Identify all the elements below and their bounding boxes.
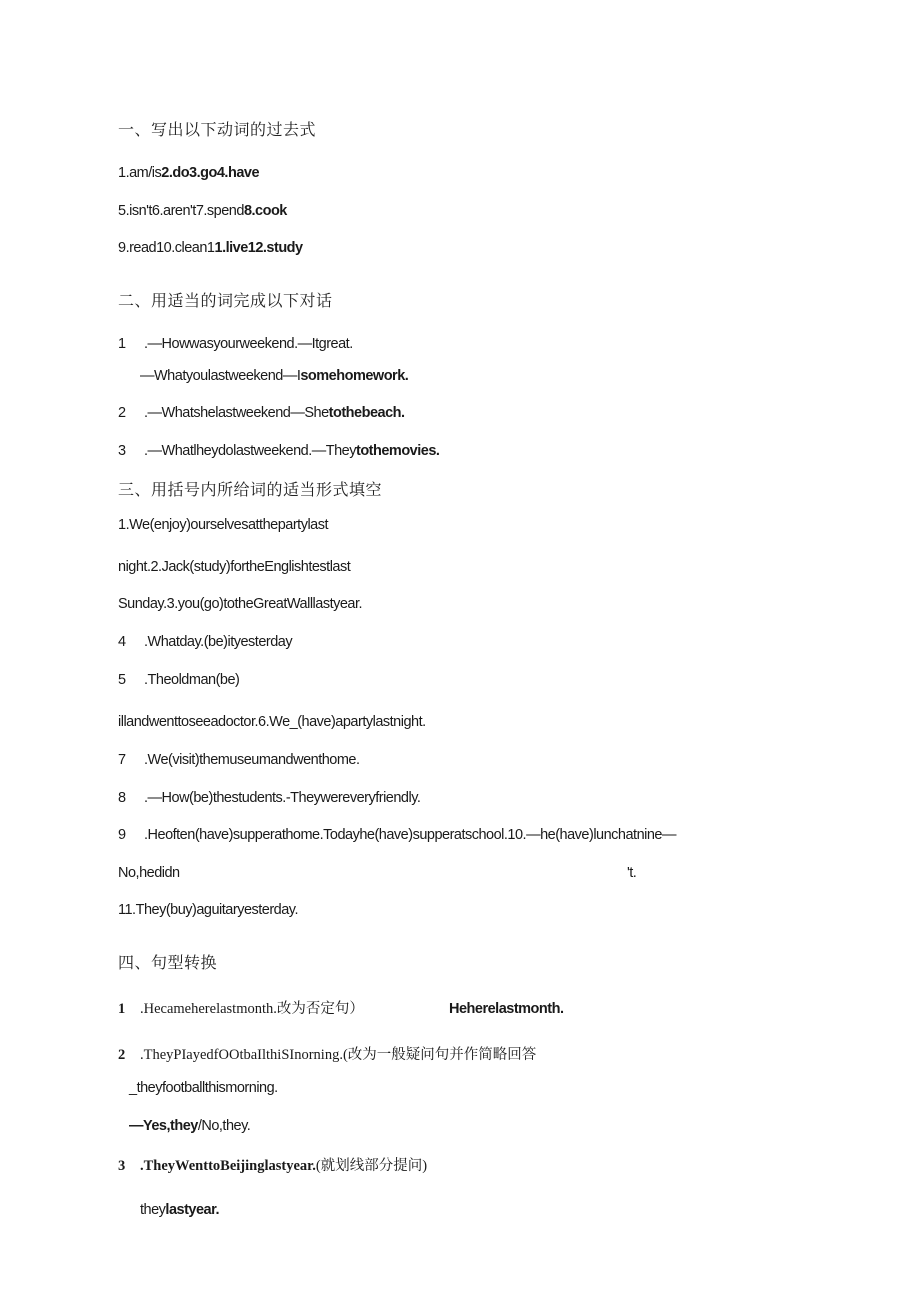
question-text: .Heoften(have)supperathome.Todayhe(have)supperatschool.10.—he(have)lunchatnine— — [144, 827, 676, 843]
question-number: 4 — [118, 634, 126, 650]
answer-text: Heherelastmonth. — [449, 1001, 564, 1017]
question-number: 3 — [118, 443, 126, 459]
question-text: .—Howwasyourweekend.—Itgreat. — [144, 336, 353, 352]
sec1-row-3 — [118, 239, 303, 257]
question-text-bold: .TheyWenttoBeijinglastyear. — [140, 1158, 316, 1174]
sec3-line-10a: No,hedidn — [118, 865, 180, 881]
sec4-question-1 — [118, 1000, 364, 1018]
sec3-question-8 — [118, 789, 420, 807]
sec3-question-7 — [118, 751, 360, 769]
section-4-heading: 四、句型转换 — [118, 953, 218, 972]
sec1-row-1-plain: 1.am/is — [118, 165, 162, 181]
sec2-question-3 — [118, 442, 439, 460]
sec1-row-1 — [118, 164, 259, 182]
question-text-bold: tothemovies. — [355, 443, 440, 459]
question-number: 3 — [118, 1158, 126, 1174]
sec4-question-2 — [118, 1046, 536, 1064]
sec3-line-10b: 't. — [627, 865, 637, 881]
section-3-heading: 三、用括号内所给词的适当形式填空 — [118, 480, 383, 499]
sec1-row-2 — [118, 202, 287, 220]
question-text: .Theoldman(be) — [144, 672, 240, 688]
section-2-heading: 二、用适当的词完成以下对话 — [118, 291, 333, 310]
question-text: —Whatyoulastweekend—I — [140, 368, 301, 384]
question-number: 1 — [118, 1001, 126, 1017]
sec1-row-2-bold: 8.cook — [243, 203, 287, 219]
question-number: 2 — [118, 1047, 126, 1063]
question-text: .Hecameherelastmonth.改为否定句） — [140, 1001, 364, 1017]
question-number: 8 — [118, 790, 126, 806]
sec1-row-3-plain: 9.read10.clean1 — [118, 240, 215, 256]
sec2-question-1 — [118, 335, 353, 353]
question-number: 5 — [118, 672, 126, 688]
sec4-question-2-answer — [129, 1117, 250, 1135]
sec3-line-11: 11.They(buy)aguitaryesterday. — [118, 902, 299, 918]
sec3-line-3: Sunday.3.you(go)totheGreatWalllastyear. — [118, 596, 363, 612]
question-number: 7 — [118, 752, 126, 768]
sec1-row-1-bold: 2.do3.go4.have — [161, 165, 260, 181]
sec3-question-9 — [118, 826, 676, 844]
answer-text-bold: —Yes,they — [129, 1118, 198, 1134]
question-text: .TheyPIayedfOOtbaIlthiSInorning.(改为一般疑问句并作简略回答 — [140, 1047, 537, 1063]
answer-text: they — [140, 1202, 166, 1218]
sec2-question-1-line-2 — [140, 367, 408, 385]
sec4-question-1-answer — [449, 1000, 563, 1018]
answer-text-bold: lastyear. — [165, 1202, 219, 1218]
sec3-line-1: 1.We(enjoy)ourselvesatthepartylast — [118, 517, 329, 533]
sec1-row-2-plain: 5.isn't6.aren't7.spend — [118, 203, 244, 219]
question-text: .—Whatlheydolastweekend.—They — [144, 443, 356, 459]
question-text: .—Whatshelastweekend—She — [144, 405, 329, 421]
sec1-row-3-bold: 1.live12.study — [214, 240, 303, 256]
sec3-question-4 — [118, 633, 292, 651]
question-number: 1 — [118, 336, 126, 352]
sec3-line-2: night.2.Jack(study)fortheEnglishtestlast — [118, 559, 351, 575]
question-text: (就划线部分提问) — [315, 1158, 428, 1174]
question-number: 9 — [118, 827, 126, 843]
answer-text: /No,they. — [197, 1118, 251, 1134]
question-number: 2 — [118, 405, 126, 421]
sec4-question-3 — [118, 1157, 427, 1175]
sec2-question-2 — [118, 404, 405, 422]
question-text: .We(visit)themuseumandwenthome. — [144, 752, 360, 768]
sec4-question-3-line-2 — [140, 1201, 219, 1219]
question-text: .Whatday.(be)ityesterday — [144, 634, 293, 650]
question-text-bold: somehomework. — [300, 368, 409, 384]
question-text: .—How(be)thestudents.-Theywereveryfriendly. — [144, 790, 421, 806]
section-1-heading: 一、写出以下动词的过去式 — [118, 120, 317, 139]
sec4-question-2-line-2: _theyfootballthismorning. — [129, 1080, 278, 1096]
sec3-question-5 — [118, 671, 239, 689]
question-text-bold: tothebeach. — [328, 405, 405, 421]
sec3-line-6: illandwenttoseeadoctor.6.We_(have)apartylastnight. — [118, 714, 426, 730]
